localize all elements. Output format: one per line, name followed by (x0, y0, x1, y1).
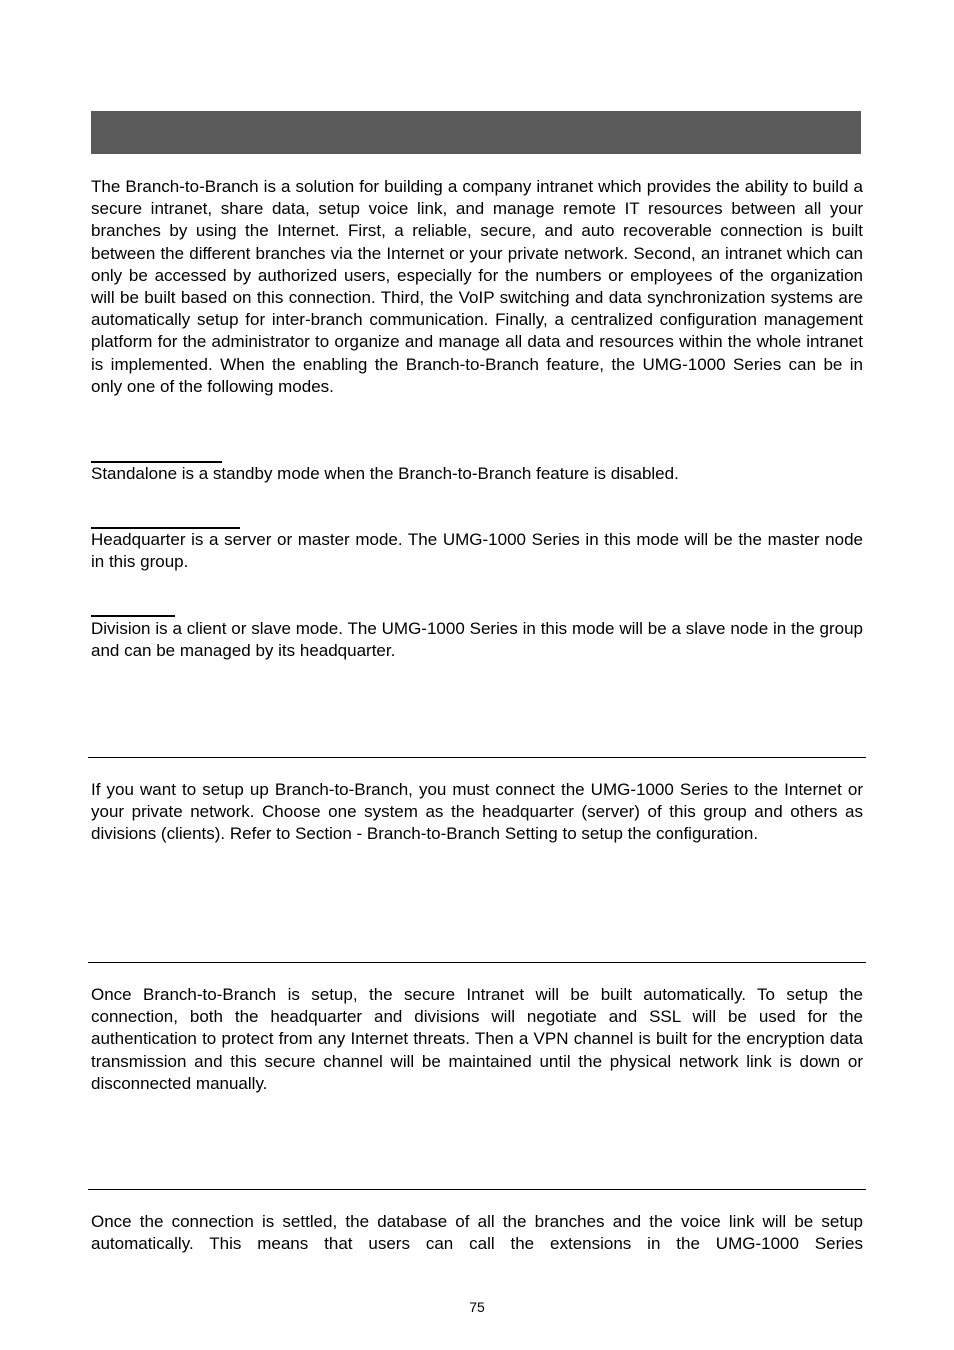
page-number: 75 (469, 1299, 485, 1315)
intranet-section-rule (88, 962, 866, 963)
division-paragraph: Division is a client or slave mode. The UMG-1000 Series in this mode will be a slave node in the group and can be managed by its headquarter. (91, 619, 863, 661)
intranet-paragraph: Once Branch-to-Branch is setup, the secure Intranet will be built automatically. To setup the connection, both the headquarter and divisions will negotiate and SSL will be used for the authentication to protect from any Internet threats. Then a VPN channel is built for the encryption data transmission and this secure channel will be maintained until the physical network link is down or disconnected manually. (91, 985, 863, 1093)
standalone-paragraph: Standalone is a standby mode when the Branch-to-Branch feature is disabled. (91, 464, 679, 483)
division-heading-line (91, 615, 175, 617)
voice-section-rule (88, 1189, 866, 1190)
setup-section-rule (88, 757, 866, 758)
voice-paragraph: Once the connection is settled, the database of all the branches and the voice link will be setup automatically. This means that users can call the extensions in the UMG-1000 Series (91, 1212, 863, 1254)
section-header-bar (91, 111, 861, 154)
setup-paragraph: If you want to setup up Branch-to-Branch, you must connect the UMG-1000 Series to the Internet or your private network. Choose one system as the headquarter (server) of this group and others as divisions (clients). Refer to Section - Branch-to-Branch Setting to setup the configuration. (91, 780, 863, 844)
intro-paragraph: The Branch-to-Branch is a solution for building a company intranet which provides the ability to build a secure intranet, share data, setup voice link, and manage remote IT resources between all your branches by using the Internet. First, a reliable, secure, and auto recoverable connection is built between the different branches via the Internet or your private network. Second, an intranet which can only be accessed by authorized users, especially for the numbers or employees of the organization will be built based on this connection. Third, the VoIP switching and data synchronization systems are automatically setup for inter-branch communication. Finally, a centralized configuration management platform for the administrator to organize and manage all data and resources within the whole intranet is implemented. When the enabling the Branch-to-Branch feature, the UMG-1000 Series can be in only one of the following modes. (91, 177, 863, 396)
headquarter-paragraph: Headquarter is a server or master mode. The UMG-1000 Series in this mode will be the master node in this group. (91, 530, 863, 572)
